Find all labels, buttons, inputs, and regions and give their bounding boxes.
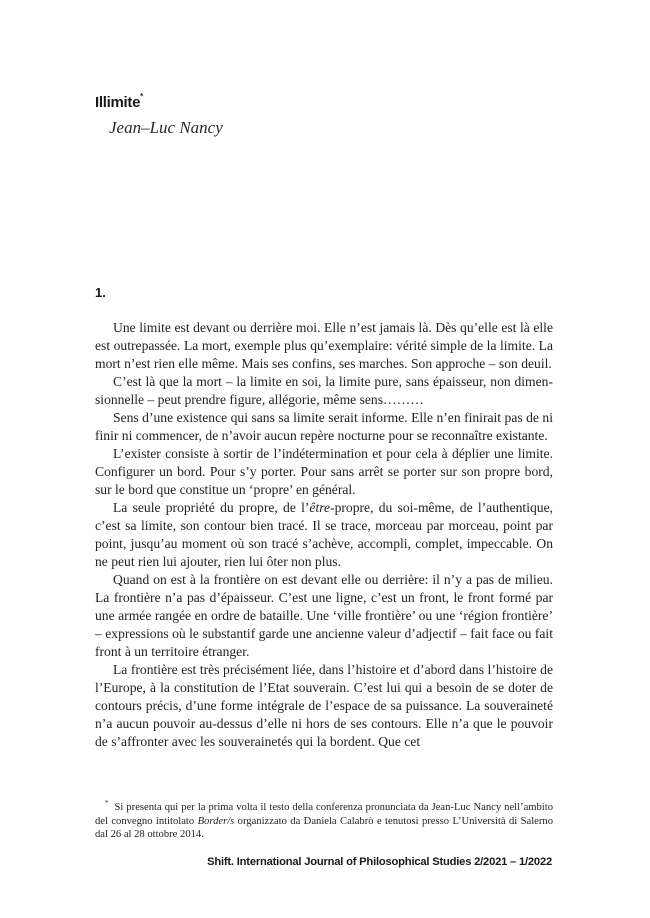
footnote-text-2: organizzato da Daniela Calabrò e tenutosi presso L’Università di Salerno dal 26 al 28 ottobre 2014. <box>95 815 554 840</box>
article-body <box>95 319 553 751</box>
italic-emphasis: être <box>309 500 331 515</box>
journal-footer: Shift. International Journal of Philosophical Studies 2/2021 – 1/2022 <box>207 856 552 868</box>
footnote-text-1: Si presenta qui per la prima volta il testo della conferenza pronunciata da Jean-Luc Nancy nell’ambito del convegno intitolato <box>95 802 553 827</box>
article-title-text: Illimite <box>95 94 141 111</box>
section-number: 1. <box>95 285 106 300</box>
paragraph: C’est là que la mort – la limite en soi, la limite pure, sans épaisseur, non dimensionnelle – peut prendre figure, allégorie, même sens……… <box>95 374 553 407</box>
paragraph: La frontière est très précisément liée, dans l’histoire et d’abord dans l’histoire de l’Europe, à la constitution de l’Etat souverain. C’est lui qui a besoin de se doter de contours précis, d’une forme intégrale de l’espace de sa puissance. La souveraineté n’a aucun pouvoir au-dessus d’elle ni hors de ses contours. Elle n’a que le pouvoir de s’affronter avec les souverainetés qui la bordent. Que cet <box>95 662 553 749</box>
paragraph: La seule propriété du propre, de l’être-propre, du soi-même, de l’authentique, c’est sa limite, son contour bien tracé. Il se trace, morceau par morceau, point par point, jusqu’au moment où son tracé s’achève, accompli, complet, impeccable. On ne peut rien lui ajouter, rien lui ôter non plus. <box>95 500 553 569</box>
footnote <box>95 801 553 842</box>
footnote-title-italic: Border/s <box>197 815 235 827</box>
footnote-mark: * <box>105 799 109 808</box>
paragraph: Sens d’une existence qui sans sa limite serait informe. Elle n’en finirait pas de ni finir ni commencer, de n’avoir aucun repère nocturne pour se reconnaître existante. <box>95 410 553 443</box>
article-title <box>95 94 143 111</box>
paragraph: L’exister consiste à sortir de l’indétermination et pour cela à déplier une limite. Configurer un bord. Pour s’y porter. Pour sans arrêt se porter sur son propre bord, sur le bord que constitue un ‘propre’ en général. <box>95 446 553 497</box>
paragraph: Une limite est devant ou derrière moi. Elle n’est jamais là. Dès qu’elle est là elle est outrepassée. La mort, exemple plus qu’exemplaire: vérité simple de la limite. La mort n’est rien elle même. Mais ses confins, ses marches. Son approche – son deuil. <box>95 320 553 371</box>
paragraph: Quand on est à la frontière on est devant elle ou derrière: il n’y a pas de milieu. La frontière n’a pas d’épaisseur. C’est une ligne, c’est un front, le front formé par une armée rangée en ordre de bataille. Une ‘ville frontière’ ou une ‘région frontière’ – expressions où le substantif garde une ancienne valeur d’adjectif – fait face ou fait front à un territoire étranger. <box>95 572 553 659</box>
title-footnote-mark[interactable]: * <box>140 92 143 101</box>
article-author: Jean–Luc Nancy <box>109 118 223 137</box>
